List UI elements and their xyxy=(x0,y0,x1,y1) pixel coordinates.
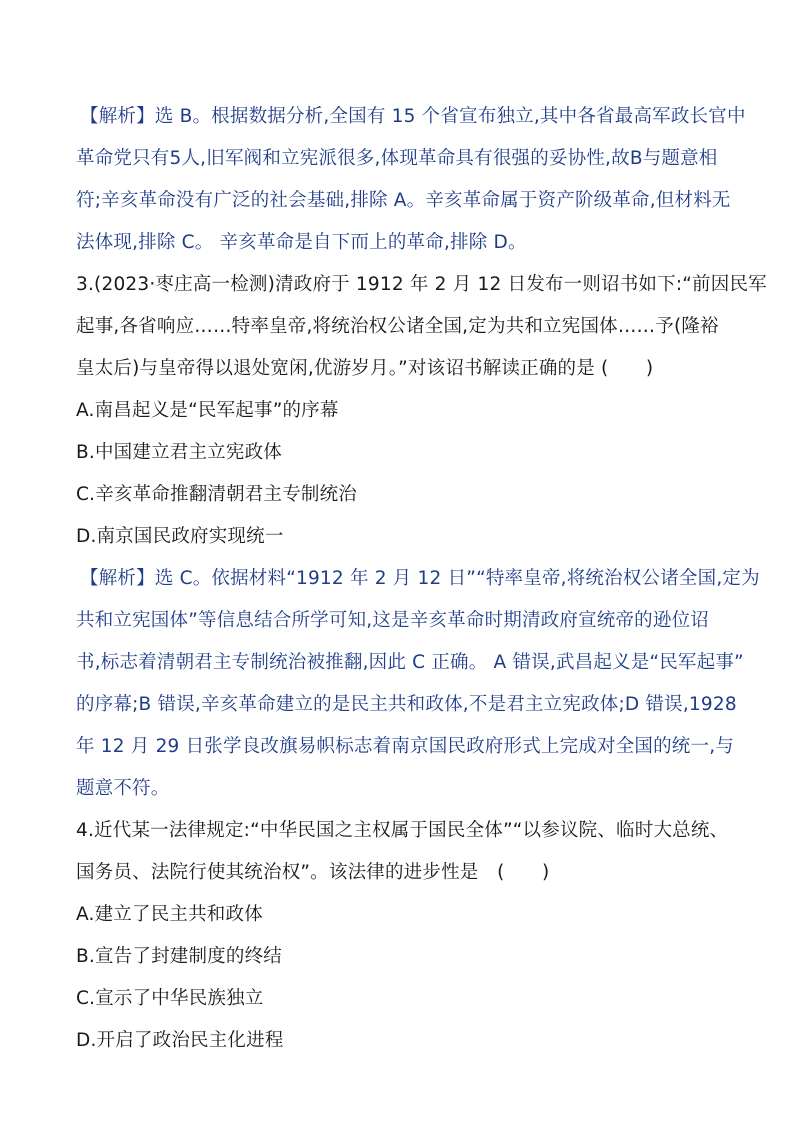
option-c: C.宣示了中华民族独立 xyxy=(76,988,264,1009)
analysis-line: 革命党只有5人,旧军阀和立宪派很多,体现革命具有很强的妥协性,故B与题意相 xyxy=(76,148,718,169)
question-stem-line: 国务员、法院行使其统治权”。该法律的进步性是 ( ) xyxy=(76,862,550,883)
question-stem-line: 皇太后)与皇帝得以退处宽闲,优游岁月。”对该诏书解读正确的是 ( ) xyxy=(76,358,654,379)
question-stem-line: 4.近代某一法律规定:“中华民国之主权属于国民全体”“以参议院、临时大总统、 xyxy=(76,820,729,841)
analysis-line: 共和立宪国体”等信息结合所学可知,这是辛亥革命时期清政府宣统帝的逊位诏 xyxy=(76,610,709,631)
analysis-line: 年 12 月 29 日张学良改旗易帜标志着南京国民政府形式上完成对全国的统一,与 xyxy=(76,736,734,757)
option-d: D.南京国民政府实现统一 xyxy=(76,526,284,547)
option-d: D.开启了政治民主化进程 xyxy=(76,1030,284,1051)
analysis-line: 【解析】选 C。依据材料“1912 年 2 月 12 日”“特率皇帝,将统治权公诸全国,定为 xyxy=(80,568,760,589)
analysis-line: 书,标志着清朝君主专制统治被推翻,因此 C 正确。 A 错误,武昌起义是“民军起事” xyxy=(76,652,744,673)
analysis-line: 题意不符。 xyxy=(76,778,170,799)
option-c: C.辛亥革命推翻清朝君主专制统治 xyxy=(76,484,357,505)
option-a: A.建立了民主共和政体 xyxy=(76,904,263,925)
question-stem-line: 起事,各省响应……特率皇帝,将统治权公诸全国,定为共和立宪国体……予(隆裕 xyxy=(76,316,719,337)
question-stem-line: 3.(2023·枣庄高一检测)清政府于 1912 年 2 月 12 日发布一则诏书如下:“前因民军 xyxy=(76,274,767,295)
option-b: B.宣告了封建制度的终结 xyxy=(76,946,282,967)
analysis-line: 【解析】选 B。根据数据分析,全国有 15 个省宣布独立,其中各省最高军政长官中 xyxy=(80,106,746,127)
analysis-line: 法体现,排除 C。 辛亥革命是自下而上的革命,排除 D。 xyxy=(76,232,527,253)
analysis-line: 符;辛亥革命没有广泛的社会基础,排除 A。辛亥革命属于资产阶级革命,但材料无 xyxy=(76,190,731,211)
option-b: B.中国建立君主立宪政体 xyxy=(76,442,282,463)
analysis-line: 的序幕;B 错误,辛亥革命建立的是民主共和政体,不是君主立宪政体;D 错误,1928 xyxy=(76,694,737,715)
option-a: A.南昌起义是“民军起事”的序幕 xyxy=(76,400,339,421)
